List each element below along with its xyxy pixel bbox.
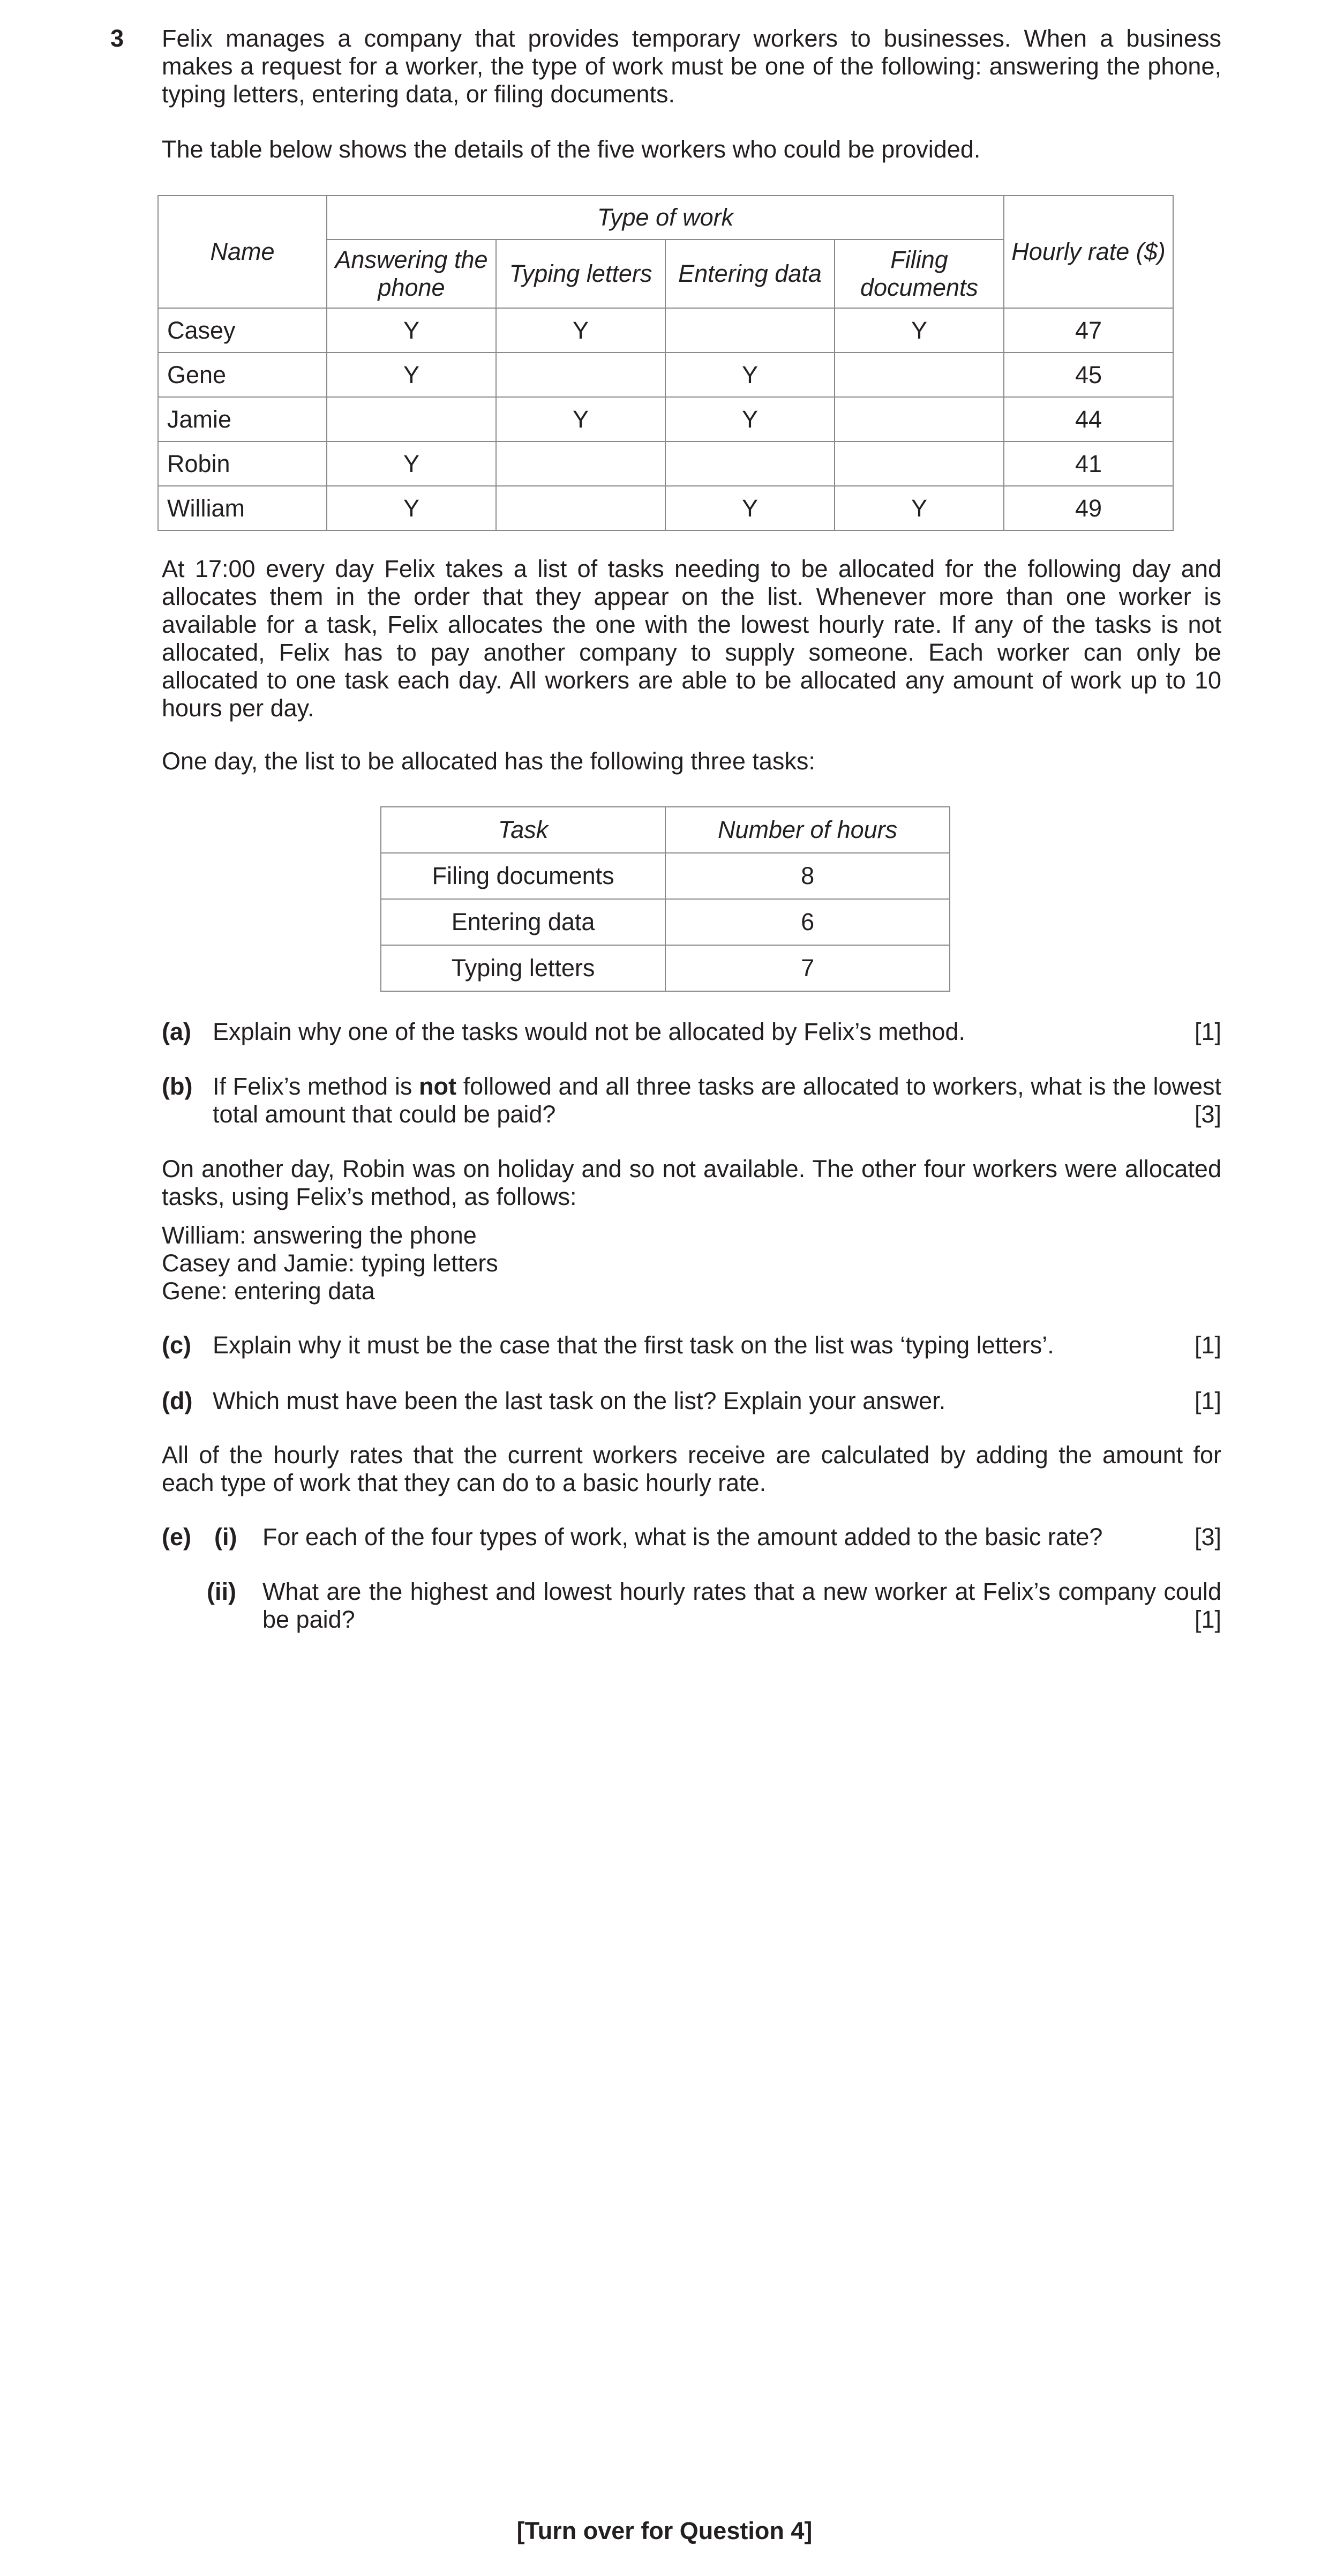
tasks-table xyxy=(380,806,950,992)
table-row xyxy=(158,441,1173,486)
task-name: Filing documents xyxy=(381,853,665,899)
table-row xyxy=(158,353,1173,397)
table-row xyxy=(381,899,950,945)
part-b-text: If Felix’s method is not followed and all three tasks are allocated to workers, what is the lowest total amount that could be paid? xyxy=(213,1073,1221,1128)
table-cell: Y xyxy=(665,486,835,530)
part-d-marks: [1] xyxy=(1194,1387,1221,1414)
part-c-label: (c) xyxy=(162,1331,191,1359)
work-type-header: Entering data xyxy=(665,239,835,308)
hours-header: Number of hours xyxy=(665,807,950,853)
table-cell xyxy=(835,397,1004,441)
table-cell: Y xyxy=(327,441,496,486)
hourly-rate: 45 xyxy=(1004,353,1173,397)
part-e-i-label: (i) xyxy=(214,1523,237,1551)
table-cell xyxy=(496,441,665,486)
part-b-marks: [3] xyxy=(1194,1100,1221,1128)
allocation-item: Gene: entering data xyxy=(162,1277,375,1305)
turn-over-footer: [Turn over for Question 4] xyxy=(516,2517,813,2544)
another-day-paragraph: On another day, Robin was on holiday and so not available. The other four workers were allocated tasks, using Felix’s method, as follows: xyxy=(162,1155,1221,1210)
part-e-ii-label: (ii) xyxy=(207,1578,236,1605)
task-hours: 7 xyxy=(665,945,950,991)
table-row xyxy=(158,486,1173,530)
method-paragraph: At 17:00 every day Felix takes a list of tasks needing to be allocated for the following day and allocates them in the order that they appear on the list. Whenever more than one worker is available for a task, Felix allocates the one with the lowest hourly rate. If any of the tasks is not allocated, Felix has to pay another company to supply someone. Each worker can only be allocated to one task each day. All workers are able to be allocated any amount of work up to 10 hours per day. xyxy=(162,555,1221,722)
table-cell xyxy=(496,486,665,530)
task-hours: 6 xyxy=(665,899,950,945)
part-e-ii-marks: [1] xyxy=(1194,1606,1221,1633)
work-type-header: Typing letters xyxy=(496,239,665,308)
work-type-header: Filing documents xyxy=(835,239,1004,308)
workers-table xyxy=(157,195,1174,531)
intro-paragraph: Felix manages a company that provides temporary workers to businesses. When a business makes a request for a worker, the type of work must be one of the following: answering the phone, typing letters, entering data, or filing documents. xyxy=(162,25,1221,108)
table-cell xyxy=(835,441,1004,486)
part-e-ii-text: What are the highest and lowest hourly rates that a new worker at Felix’s company could be paid? xyxy=(262,1578,1221,1633)
table-cell: Y xyxy=(665,353,835,397)
rates-paragraph: All of the hourly rates that the current workers receive are calculated by adding the amount for each type of work that they can do to a basic hourly rate. xyxy=(162,1441,1221,1496)
part-e-i-text: For each of the four types of work, what is the amount added to the basic rate? xyxy=(262,1523,1103,1551)
hourly-rate: 41 xyxy=(1004,441,1173,486)
task-hours: 8 xyxy=(665,853,950,899)
list-intro: One day, the list to be allocated has the following three tasks: xyxy=(162,747,815,775)
task-header: Task xyxy=(381,807,665,853)
part-c-marks: [1] xyxy=(1194,1331,1221,1359)
table-cell: Y xyxy=(665,397,835,441)
allocation-list xyxy=(162,1222,498,1305)
table-cell: Y xyxy=(327,486,496,530)
table-cell xyxy=(327,397,496,441)
hourly-rate: 49 xyxy=(1004,486,1173,530)
part-e-i-marks: [3] xyxy=(1194,1523,1221,1551)
allocation-item: William: answering the phone xyxy=(162,1222,477,1249)
type-of-work-header: Type of work xyxy=(327,196,1004,239)
table-cell xyxy=(835,353,1004,397)
table-cell: Y xyxy=(835,308,1004,353)
table-cell: Y xyxy=(835,486,1004,530)
table-row xyxy=(158,308,1173,353)
table-cell: Y xyxy=(496,397,665,441)
allocation-item: Casey and Jamie: typing letters xyxy=(162,1249,498,1277)
worker-name: Jamie xyxy=(158,397,327,441)
worker-name: Gene xyxy=(158,353,327,397)
part-d-label: (d) xyxy=(162,1387,193,1414)
table-cell xyxy=(496,353,665,397)
table-cell xyxy=(665,441,835,486)
part-b-label: (b) xyxy=(162,1073,193,1100)
part-b-emphasis: not xyxy=(419,1073,456,1100)
part-a-marks: [1] xyxy=(1194,1018,1221,1045)
part-a-label: (a) xyxy=(162,1018,191,1045)
table-cell: Y xyxy=(496,308,665,353)
work-type-header: Answering the phone xyxy=(327,239,496,308)
table-row xyxy=(381,945,950,991)
table-cell xyxy=(665,308,835,353)
table-row xyxy=(381,853,950,899)
part-c-text: Explain why it must be the case that the first task on the list was ‘typing letters’. xyxy=(213,1331,1054,1359)
name-header: Name xyxy=(158,196,327,308)
worker-name: William xyxy=(158,486,327,530)
worker-name: Casey xyxy=(158,308,327,353)
part-d-text: Which must have been the last task on the list? Explain your answer. xyxy=(213,1387,946,1414)
part-e-label: (e) xyxy=(162,1523,191,1551)
hourly-rate: 44 xyxy=(1004,397,1173,441)
table-row xyxy=(158,397,1173,441)
hourly-rate: 47 xyxy=(1004,308,1173,353)
task-name: Entering data xyxy=(381,899,665,945)
worker-name: Robin xyxy=(158,441,327,486)
task-name: Typing letters xyxy=(381,945,665,991)
table-intro: The table below shows the details of the five workers who could be provided. xyxy=(162,136,981,163)
hourly-rate-header: Hourly rate ($) xyxy=(1004,196,1173,308)
question-number: 3 xyxy=(110,25,124,52)
table-cell: Y xyxy=(327,353,496,397)
part-a-text: Explain why one of the tasks would not be allocated by Felix’s method. xyxy=(213,1018,965,1045)
table-cell: Y xyxy=(327,308,496,353)
